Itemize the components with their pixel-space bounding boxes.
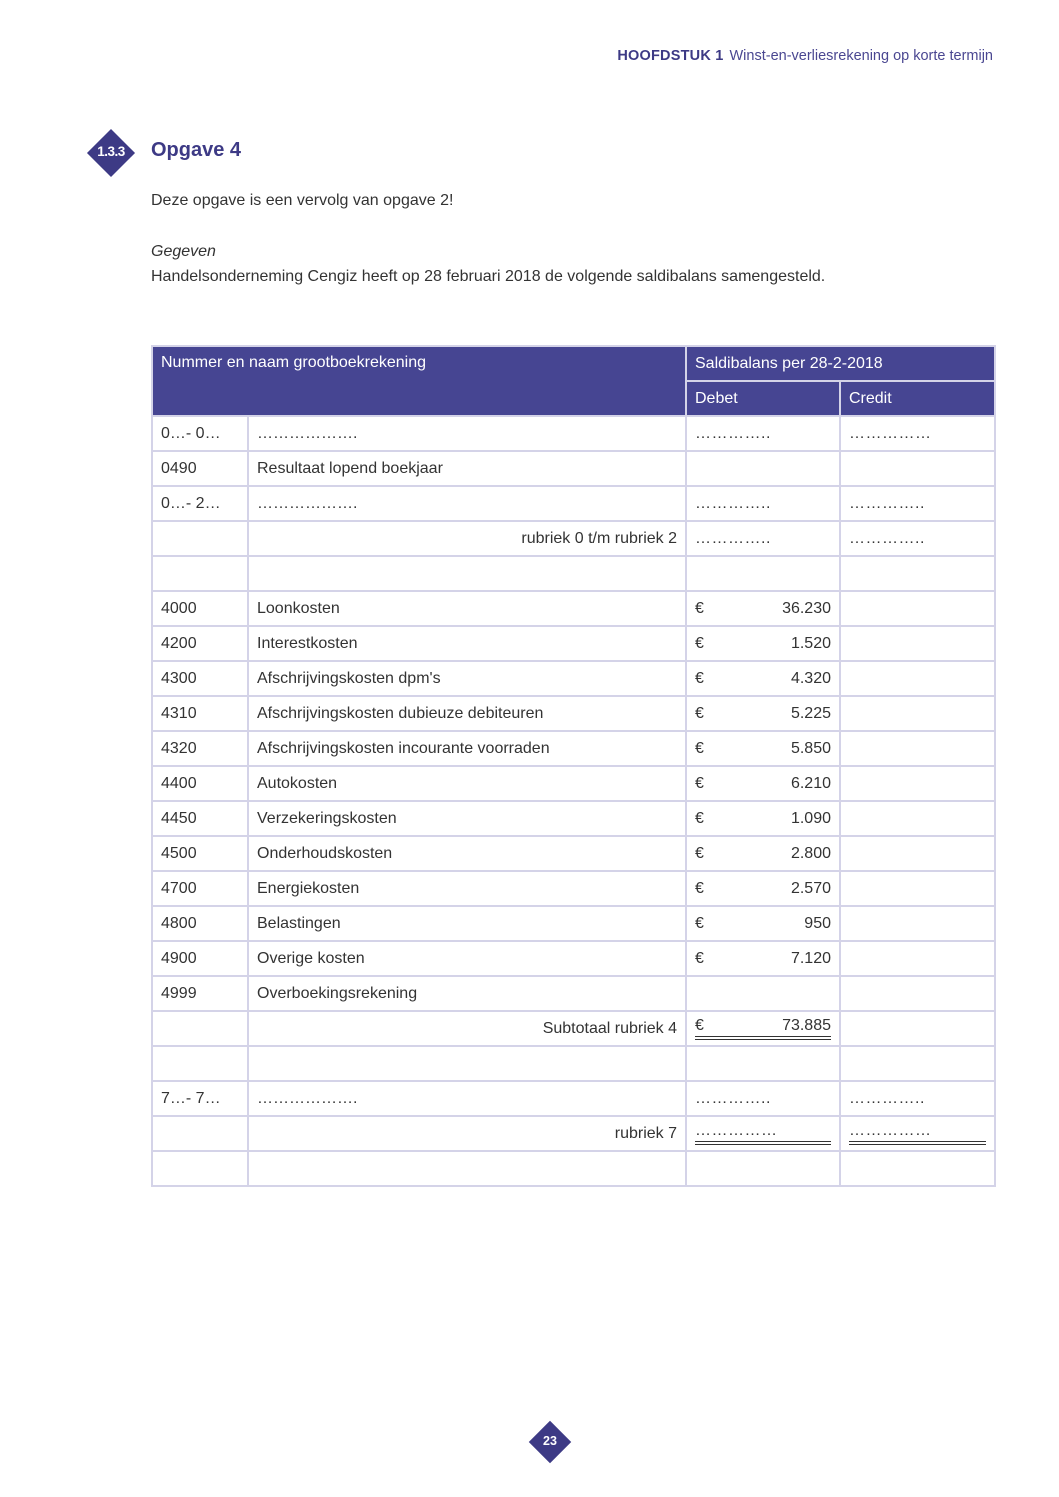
debet-amount <box>695 635 831 653</box>
account-name: rubriek 7 <box>248 1116 686 1151</box>
debet-cell <box>686 521 840 556</box>
debet-amount <box>695 810 831 828</box>
credit-cell <box>840 976 995 1011</box>
euro-sign: € <box>695 949 704 967</box>
account-name: Subtotaal rubriek 4 <box>248 1011 686 1046</box>
debet-cell <box>686 486 840 521</box>
credit-cell <box>840 801 995 836</box>
euro-sign: € <box>695 774 704 792</box>
credit-cell <box>840 451 995 486</box>
account-name: Verzekeringskosten <box>248 801 686 836</box>
table-row <box>152 766 995 801</box>
debet-value: ………….. <box>695 529 771 547</box>
account-number: 4900 <box>152 941 248 976</box>
debet-cell <box>686 1116 840 1151</box>
debet-value: 7.120 <box>790 949 831 967</box>
header-account: Nummer en naam grootboekrekening <box>152 346 686 416</box>
table-row <box>152 1116 995 1151</box>
table-row <box>152 591 995 626</box>
debet-cell <box>686 976 840 1011</box>
account-name: Interestkosten <box>248 626 686 661</box>
table-row <box>152 731 995 766</box>
account-name: Overboekingsrekening <box>248 976 686 1011</box>
trial-balance-table <box>151 345 996 1187</box>
credit-cell <box>840 836 995 871</box>
table-row <box>152 486 995 521</box>
table-row <box>152 696 995 731</box>
debet-value: 5.850 <box>790 739 831 757</box>
account-number: 4000 <box>152 591 248 626</box>
account-number: 4320 <box>152 731 248 766</box>
table-row <box>152 661 995 696</box>
section-number-badge <box>87 129 135 177</box>
running-header <box>617 48 993 64</box>
debet-cell <box>686 451 840 486</box>
credit-cell <box>840 1116 995 1151</box>
section-number: 1.3.3 <box>97 144 125 159</box>
account-name <box>248 1151 686 1186</box>
debet-amount <box>695 950 831 968</box>
credit-value: ………….. <box>849 494 925 512</box>
debet-value: 950 <box>804 914 831 932</box>
account-number: 4400 <box>152 766 248 801</box>
account-number: 4300 <box>152 661 248 696</box>
account-number <box>152 1151 248 1186</box>
account-number: 4500 <box>152 836 248 871</box>
account-number: 4200 <box>152 626 248 661</box>
header-debet: Debet <box>686 381 840 416</box>
debet-cell <box>686 556 840 591</box>
credit-cell <box>840 1011 995 1046</box>
debet-amount <box>695 600 831 618</box>
debet-cell <box>686 941 840 976</box>
euro-sign: € <box>695 669 704 687</box>
table-row <box>152 871 995 906</box>
debet-value: 4.320 <box>790 669 831 687</box>
table-row <box>152 416 995 451</box>
account-name: Autokosten <box>248 766 686 801</box>
debet-value: 1.090 <box>790 809 831 827</box>
euro-sign: € <box>695 879 704 897</box>
account-number: 4700 <box>152 871 248 906</box>
credit-cell <box>840 556 995 591</box>
account-name: Belastingen <box>248 906 686 941</box>
table-row <box>152 556 995 591</box>
debet-cell <box>686 1046 840 1081</box>
debet-amount <box>695 705 831 723</box>
table-row <box>152 626 995 661</box>
account-name: Afschrijvingskosten dpm's <box>248 661 686 696</box>
credit-cell <box>840 1151 995 1186</box>
debet-cell <box>686 731 840 766</box>
credit-cell <box>840 661 995 696</box>
table-row <box>152 521 995 556</box>
credit-cell <box>840 591 995 626</box>
account-number: 0…- 0… <box>152 416 248 451</box>
account-number: 0…- 2… <box>152 486 248 521</box>
table-row <box>152 1011 995 1046</box>
account-name: rubriek 0 t/m rubriek 2 <box>248 521 686 556</box>
debet-value: 36.230 <box>782 599 831 617</box>
credit-cell <box>840 941 995 976</box>
table-row <box>152 836 995 871</box>
debet-cell <box>686 661 840 696</box>
debet-cell <box>686 836 840 871</box>
debet-amount <box>695 845 831 863</box>
header-credit: Credit <box>840 381 995 416</box>
credit-cell <box>840 1046 995 1081</box>
euro-sign: € <box>695 914 704 932</box>
debet-cell <box>686 591 840 626</box>
debet-amount <box>695 1017 831 1040</box>
table-row <box>152 801 995 836</box>
given-text: Handelsonderneming Cengiz heeft op 28 februari 2018 de volgende saldibalans samengesteld. <box>151 268 826 285</box>
euro-sign: € <box>695 1017 704 1034</box>
account-number: 4450 <box>152 801 248 836</box>
euro-sign: € <box>695 739 704 757</box>
table-row <box>152 1046 995 1081</box>
account-number: 7…- 7… <box>152 1081 248 1116</box>
credit-value: ………….. <box>849 529 925 547</box>
debet-cell <box>686 871 840 906</box>
credit-cell <box>840 416 995 451</box>
debet-value: 5.225 <box>790 704 831 722</box>
table-body <box>152 416 995 1186</box>
table-row <box>152 1151 995 1186</box>
debet-cell <box>686 626 840 661</box>
account-name: ………………. <box>248 416 686 451</box>
debet-value: 2.570 <box>790 879 831 897</box>
account-name: Onderhoudskosten <box>248 836 686 871</box>
account-number <box>152 1046 248 1081</box>
debet-value: ………….. <box>695 424 771 442</box>
euro-sign: € <box>695 844 704 862</box>
credit-cell <box>840 626 995 661</box>
account-name: Resultaat lopend boekjaar <box>248 451 686 486</box>
credit-cell <box>840 766 995 801</box>
debet-cell <box>686 766 840 801</box>
credit-cell <box>840 521 995 556</box>
debet-value: 73.885 <box>782 1017 831 1034</box>
credit-cell <box>840 731 995 766</box>
debet-value: …………… <box>695 1122 831 1145</box>
account-name: Overige kosten <box>248 941 686 976</box>
exercise-title: Opgave 4 <box>151 139 242 161</box>
account-name: ………………. <box>248 1081 686 1116</box>
credit-cell <box>840 1081 995 1116</box>
header-balance: Saldibalans per 28-2-2018 <box>686 346 995 381</box>
euro-sign: € <box>695 704 704 722</box>
euro-sign: € <box>695 599 704 617</box>
credit-cell <box>840 871 995 906</box>
credit-cell <box>840 906 995 941</box>
account-name: Afschrijvingskosten dubieuze debiteuren <box>248 696 686 731</box>
credit-value: …………… <box>849 1122 986 1145</box>
account-name <box>248 1046 686 1081</box>
intro-text: Deze opgave is een vervolg van opgave 2! <box>151 192 454 209</box>
account-number <box>152 556 248 591</box>
debet-cell <box>686 1151 840 1186</box>
table-row <box>152 451 995 486</box>
debet-cell <box>686 801 840 836</box>
account-name: Afschrijvingskosten incourante voorraden <box>248 731 686 766</box>
debet-amount <box>695 915 831 933</box>
debet-value: 6.210 <box>790 774 831 792</box>
given-label: Gegeven <box>151 243 216 260</box>
account-name: Loonkosten <box>248 591 686 626</box>
chapter-title: Winst-en-verliesrekening op korte termijn <box>729 48 993 64</box>
credit-cell <box>840 486 995 521</box>
debet-cell <box>686 416 840 451</box>
debet-value: 1.520 <box>790 634 831 652</box>
credit-cell <box>840 696 995 731</box>
debet-cell <box>686 906 840 941</box>
account-name: Energiekosten <box>248 871 686 906</box>
debet-amount <box>695 880 831 898</box>
table-row <box>152 941 995 976</box>
account-number: 4310 <box>152 696 248 731</box>
account-number <box>152 1011 248 1046</box>
chapter-label: HOOFDSTUK 1 <box>617 48 724 64</box>
euro-sign: € <box>695 809 704 827</box>
account-number: 0490 <box>152 451 248 486</box>
debet-cell <box>686 1081 840 1116</box>
debet-value: 2.800 <box>790 844 831 862</box>
credit-value: …………… <box>849 424 932 442</box>
account-name <box>248 556 686 591</box>
debet-amount <box>695 740 831 758</box>
account-number: 4999 <box>152 976 248 1011</box>
debet-value: ………….. <box>695 1089 771 1107</box>
table-row <box>152 976 995 1011</box>
account-number <box>152 521 248 556</box>
table-row <box>152 1081 995 1116</box>
table-row <box>152 906 995 941</box>
page-number-badge <box>529 1421 571 1463</box>
debet-value: ………….. <box>695 494 771 512</box>
debet-amount <box>695 670 831 688</box>
account-number: 4800 <box>152 906 248 941</box>
page-number: 23 <box>543 1434 557 1448</box>
debet-cell <box>686 1011 840 1046</box>
account-number <box>152 1116 248 1151</box>
debet-amount <box>695 775 831 793</box>
credit-value: ………….. <box>849 1089 925 1107</box>
euro-sign: € <box>695 634 704 652</box>
debet-cell <box>686 696 840 731</box>
account-name: ………………. <box>248 486 686 521</box>
